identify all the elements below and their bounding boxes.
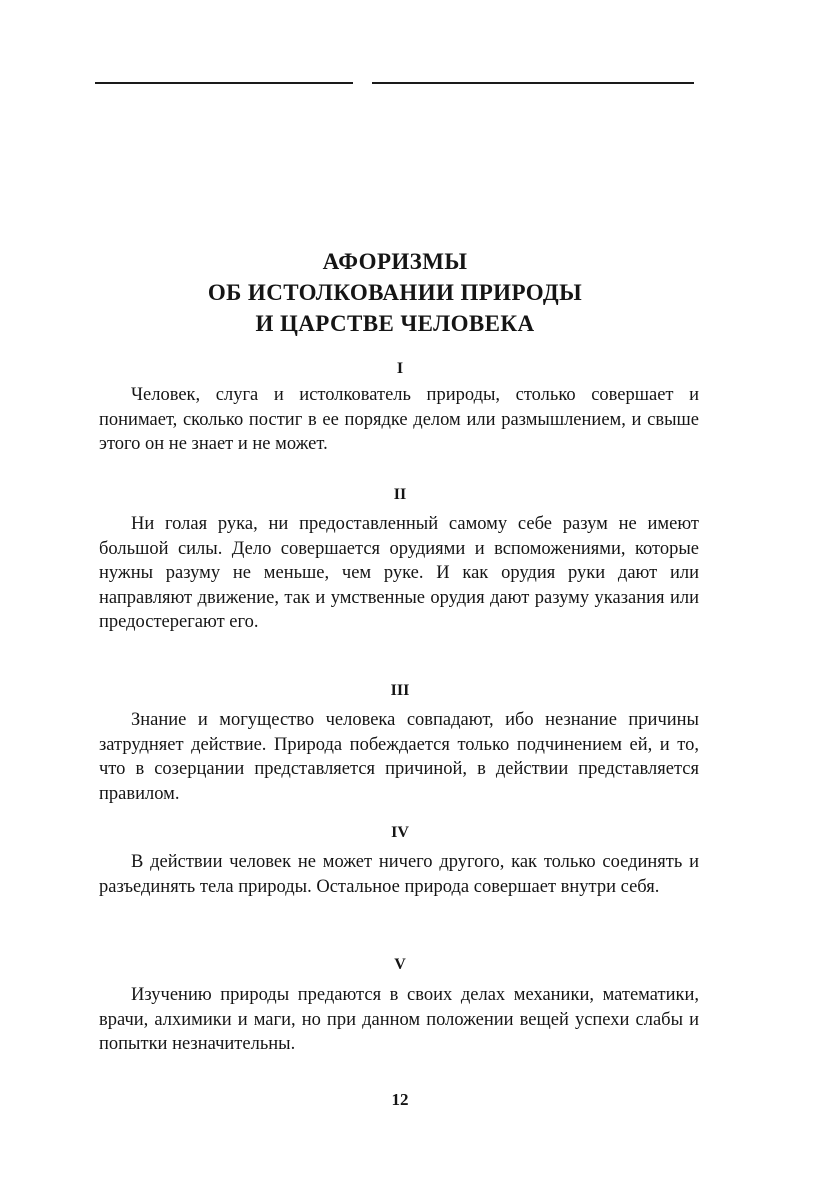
- aphorism-text-3: Знание и могущество человека совпадают, ибо незнание причины затрудняет действие. Природа побеждается только подчинением ей, и то, что в созерцании представляется причиной, в действии представляется правилом.: [99, 710, 699, 804]
- header-rule-right: [372, 82, 694, 84]
- aphorism-text-4: В действии человек не может ничего другого, как только соединять и разъединять тела природы. Остальное природа совершает внутри себя.: [99, 852, 699, 897]
- aphorism-number-2: II: [393, 486, 407, 503]
- aphorism-text-1: Человек, слуга и истолкователь природы, столько совершает и понимает, сколько постиг в ее порядке делом или размышлением, и свыше этого он не знает и не может.: [99, 385, 699, 454]
- page-number: 12: [391, 1090, 409, 1109]
- aphorism-number-1: I: [396, 360, 404, 377]
- aphorism-text-5: Изучению природы предаются в своих делах механики, математики, врачи, алхимики и маги, но при данном положении вещей успехи слабы и попытки незначительны.: [99, 985, 699, 1054]
- chapter-title-line-2: ОБ ИСТОЛКОВАНИИ ПРИРОДЫ: [207, 280, 583, 305]
- aphorism-text-2: Ни голая рука, ни предоставленный самому себе разум не имеют большой силы. Дело совершается орудиями и вспоможениями, которые нужны разуму не меньше, чем руке. И как орудия руки дают или направляют движение, так и умственные орудия дают разуму указания или предостерегают его.: [99, 514, 699, 632]
- aphorism-number-5: V: [394, 956, 406, 973]
- chapter-title-line-1: АФОРИЗМЫ: [322, 249, 468, 274]
- chapter-title: [95, 246, 695, 339]
- header-rule-left: [95, 82, 353, 84]
- chapter-title-line-3: И ЦАРСТВЕ ЧЕЛОВЕКА: [255, 311, 535, 336]
- aphorism-number-3: III: [390, 682, 410, 699]
- aphorism-number-4: IV: [391, 824, 409, 841]
